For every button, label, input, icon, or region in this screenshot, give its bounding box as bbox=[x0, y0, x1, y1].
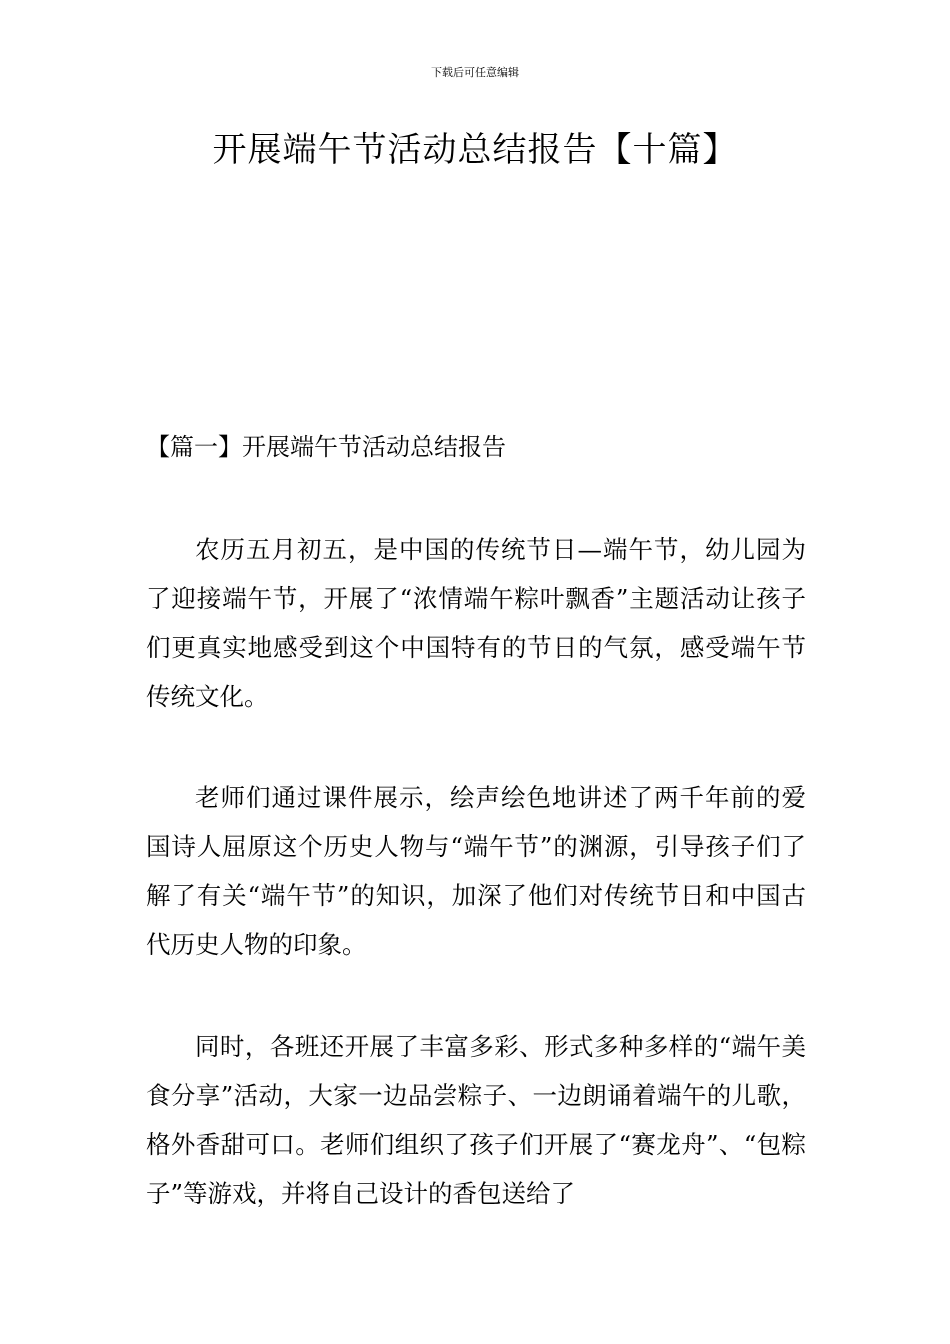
document-title: 开展端午节活动总结报告【十篇】 bbox=[212, 130, 738, 170]
paragraph-1: 农历五月初五，是中国的传统节日—端午节，幼儿园为了迎接端午节，开展了“浓情端午粽叶飘香”主题活动让孩子们更真实地感受到这个中国特有的节日的气氛，感受端午节传统文化。 bbox=[146, 535, 806, 711]
paragraph-3: 同时，各班还开展了丰富多彩、形式多种多样的“端午美食分享”活动，大家一边品尝粽子、一边朗诵着端午的儿歌，格外香甜可口。老师们组织了孩子们开展了“赛龙舟”、“包粽子”等游戏，并将自己设计的香包送给了 bbox=[146, 1032, 806, 1208]
section-heading: 【篇一】开展端午节活动总结报告 bbox=[146, 433, 506, 461]
header-note: 下载后可任意编辑 bbox=[431, 66, 519, 79]
paragraph-2: 老师们通过课件展示，绘声绘色地讲述了两千年前的爱国诗人屈原这个历史人物与“端午节”的渊源，引导孩子们了解了有关“端午节”的知识，加深了他们对传统节日和中国古代历史人物的印象。 bbox=[146, 783, 806, 959]
